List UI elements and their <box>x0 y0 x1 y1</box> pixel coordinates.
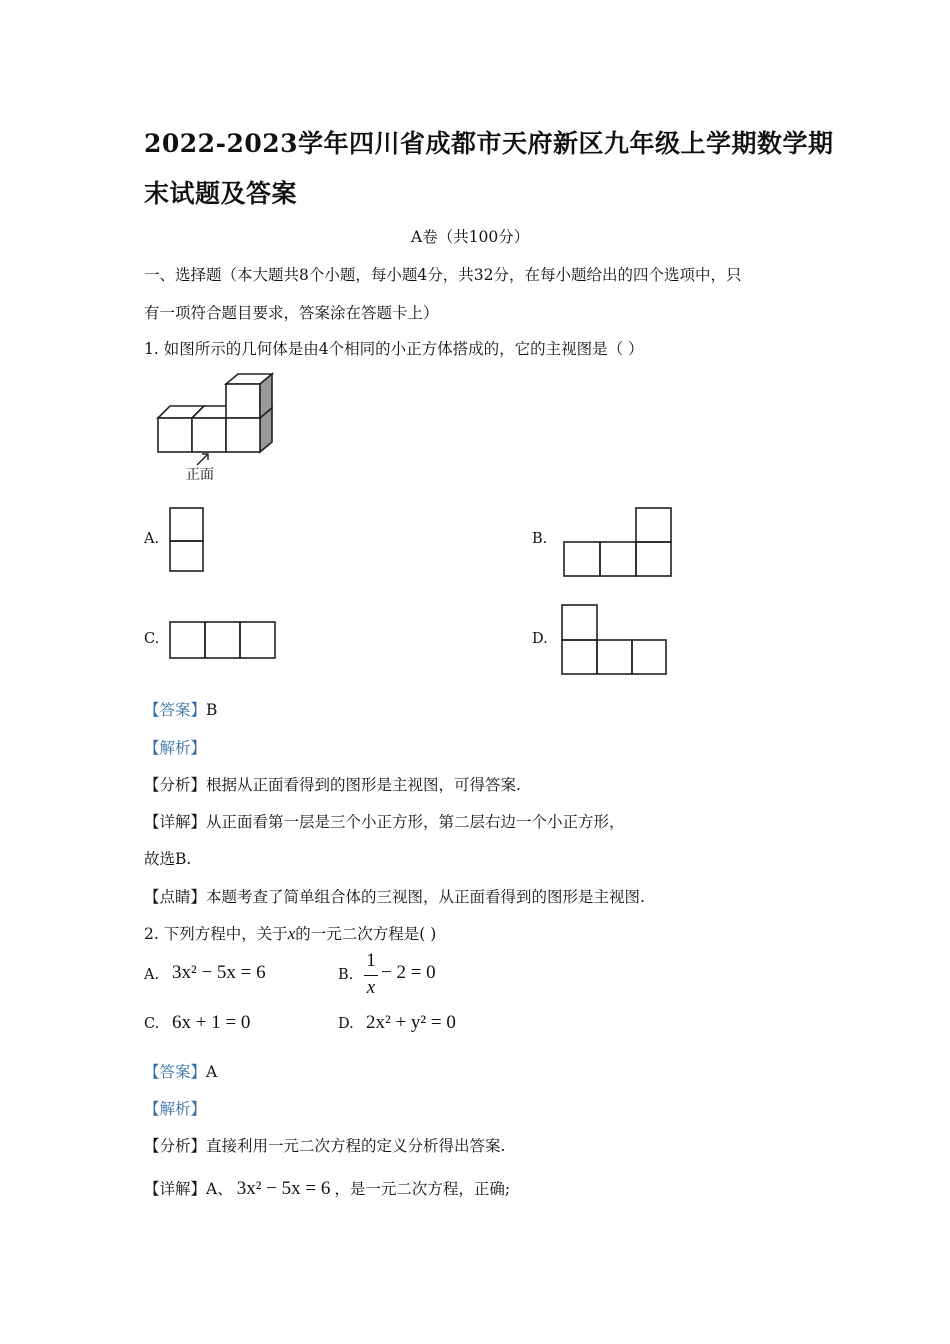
q2-analysis-tag: 【解析】 <box>144 1100 207 1118</box>
q2-option-b-denominator: x <box>366 977 376 998</box>
q2-stem-post: 的一元二次方程是( ) <box>295 925 437 943</box>
part1-instructions-line2: 有一项符合题目要求，答案涂在答题卡上） <box>144 304 439 322</box>
xiangjie-post: ，是一元二次方程，正确; <box>334 1180 511 1198</box>
xiangjie-pre: A、 <box>206 1180 233 1198</box>
q2-option-d-label: D. <box>338 1016 354 1032</box>
fenxi-tag: 【分析】 <box>144 776 207 794</box>
q1-option-d-label: D. <box>532 631 548 647</box>
xiangjie-text: 从正面看第一层是三个小正方形，第二层右边一个小正方形， <box>206 813 625 831</box>
q1-conclusion: 故选B. <box>144 850 192 868</box>
q2-option-b-label: B. <box>338 967 354 983</box>
q2-option-b-rest: − 2 = 0 <box>381 962 436 983</box>
question-2-stem <box>144 922 436 944</box>
q2-fenxi-row <box>144 1134 505 1156</box>
question-1-figure <box>150 370 290 485</box>
question-1-stem: 1. 如图所示的几何体是由4个相同的小正方体搭成的，它的主视图是（ ） <box>144 340 644 358</box>
q2-answer-row <box>144 1060 217 1082</box>
q1-option-b-figure <box>562 506 677 581</box>
q1-analysis-tag: 【解析】 <box>144 739 207 757</box>
q1-option-a-figure <box>168 506 208 576</box>
dianjing-tag: 【点睛】 <box>144 888 207 906</box>
q1-xiangjie-row <box>144 810 625 832</box>
q1-answer-row <box>144 698 217 720</box>
section-a-heading: A卷（共100分） <box>411 228 530 246</box>
q2-option-a-label: A. <box>144 967 160 983</box>
q2-stem-pre: 2. 下列方程中，关于 <box>144 925 288 943</box>
q2-option-c-label: C. <box>144 1016 160 1032</box>
answer-value: B <box>206 701 218 719</box>
q2-option-b-fraction-bar <box>364 975 378 976</box>
q2-option-d-equation: 2x² + y² = 0 <box>366 1012 456 1033</box>
q2-option-b-numerator: 1 <box>366 950 376 971</box>
q2-option-a-equation: 3x² − 5x = 6 <box>172 962 266 983</box>
fenxi-text: 直接利用一元二次方程的定义分析得出答案. <box>206 1137 506 1155</box>
answer-tag: 【答案】 <box>144 1063 207 1081</box>
document-title-line2: 末试题及答案 <box>144 179 298 208</box>
front-arrow-icon <box>197 454 208 465</box>
q2-xiangjie-row <box>144 1177 510 1200</box>
xiangjie-tag: 【详解】 <box>144 813 207 831</box>
q1-dianjing-row <box>144 885 645 907</box>
q1-option-c-label: C. <box>144 631 160 647</box>
fenxi-tag: 【分析】 <box>144 1137 207 1155</box>
xiangjie-equation: 3x² − 5x = 6 <box>236 1178 331 1199</box>
q2-option-c-equation: 6x + 1 = 0 <box>172 1012 251 1033</box>
front-label: 正面 <box>186 467 214 483</box>
dianjing-text: 本题考查了简单组合体的三视图，从正面看得到的图形是主视图. <box>206 888 645 906</box>
document-title-line1: 2022-2023学年四川省成都市天府新区九年级上学期数学期 <box>144 129 834 158</box>
q2-stem-variable: x <box>287 924 296 943</box>
part1-instructions-line1: 一、选择题（本大题共8个小题，每小题4分，共32分，在每小题给出的四个选项中，只 <box>144 266 742 284</box>
cubes-drawing <box>158 374 272 452</box>
q1-option-d-figure <box>560 603 672 678</box>
q1-fenxi-row <box>144 773 521 795</box>
answer-tag: 【答案】 <box>144 701 207 719</box>
answer-value: A <box>206 1063 218 1081</box>
xiangjie-tag: 【详解】 <box>144 1180 207 1198</box>
q1-option-b-label: B. <box>532 531 548 547</box>
q1-option-c-figure <box>168 620 280 662</box>
q1-option-a-label: A. <box>144 531 160 547</box>
fenxi-text: 根据从正面看得到的图形是主视图，可得答案. <box>206 776 521 794</box>
